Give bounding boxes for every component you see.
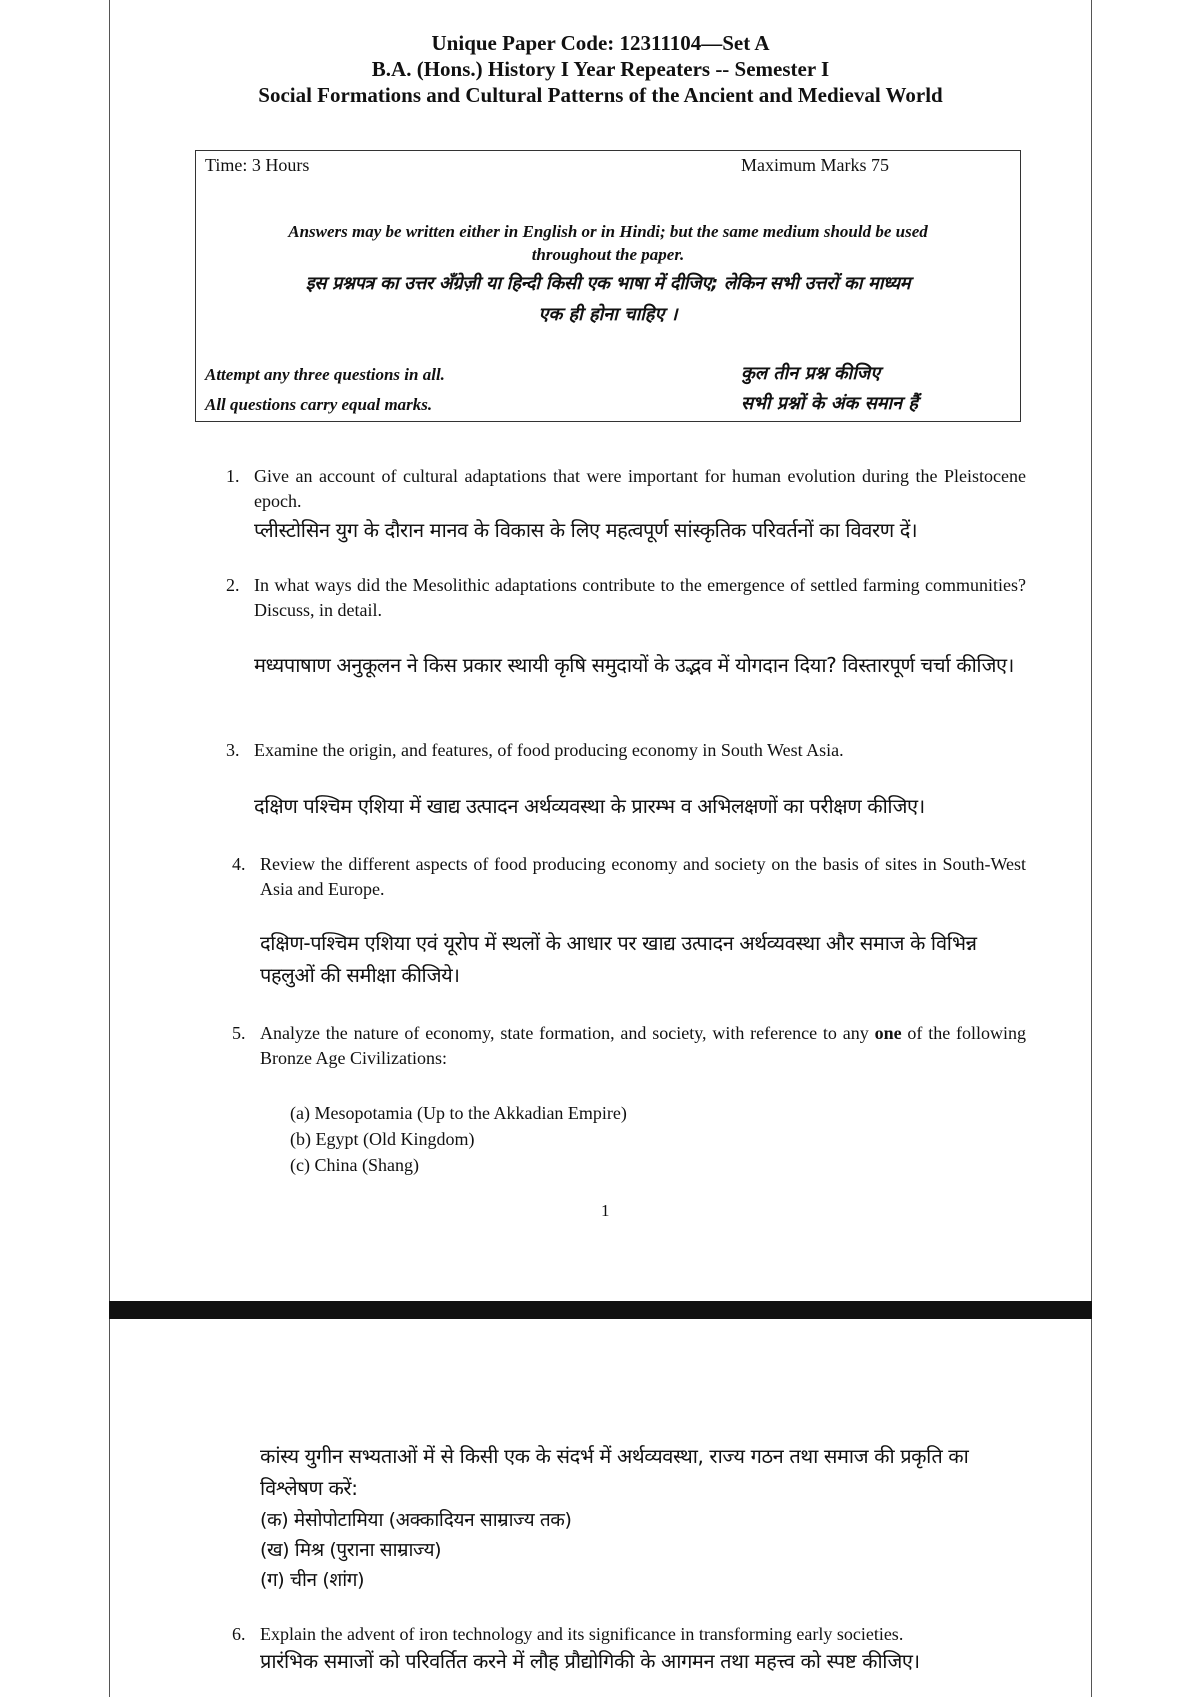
marks-instruction-en: All questions carry equal marks. [205, 395, 433, 414]
question-text-part: of the following Bronze Age Civilizations: [260, 1023, 1026, 1068]
paper-header [110, 30, 1091, 108]
paper-title: Social Formations and Cultural Patterns of the Ancient and Medieval World [258, 83, 943, 107]
course-title: B.A. (Hons.) History I Year Repeaters -- Semester I [371, 57, 830, 81]
option-a: (a) Mesopotamia (Up to the Akkadian Empire) [290, 1103, 627, 1123]
question-5 [232, 1021, 1026, 1073]
question-text-en: Give an account of cultural adaptations that were important for human evolution during the Pleistocene epoch. [254, 466, 1026, 511]
question-5-text-hi: कांस्य युगीन सभ्यताओं में से किसी एक के संदर्भ में अर्थव्यवस्था, राज्य गठन तथा समाज की प्रकृति का विश्लेषण करें: [260, 1444, 969, 1500]
time-allowed: Time: 3 Hours [205, 155, 310, 175]
page-separator [109, 1301, 1092, 1319]
question-text-en: Explain the advent of iron technology and its significance in transforming early societies. [260, 1624, 904, 1644]
question-number: 3. [226, 740, 240, 760]
question-4 [232, 852, 1026, 904]
option-ka: (क) मेसोपोटामिया (अक्कादियन साम्राज्य तक) [260, 1509, 572, 1531]
option-c: (c) China (Shang) [290, 1155, 419, 1175]
exam-page-2 [109, 1319, 1092, 1697]
attempt-instruction-hi: कुल तीन प्रश्न कीजिए [741, 363, 881, 384]
question-2-text-hi: मध्यपाषाण अनुकूलन ने किस प्रकार स्थायी कृषि समुदायों के उद्भव में योगदान दिया? विस्तारपूर्ण चर्चा कीजिए। [254, 653, 1014, 677]
question-4-text-hi: दक्षिण-पश्चिम एशिया एवं यूरोप में स्थलों के आधार पर खाद्य उत्पादन अर्थव्यवस्था और समाज के विभिन्न पहलुओं की समीक्षा कीजिये। [260, 931, 977, 987]
medium-instruction-hi-1: इस प्रश्नपत्र का उत्तर अँग्रेज़ी या हिन्दी किसी एक भाषा में दीजिए; लेकिन सभी उत्तरों का माध्यम [305, 273, 911, 294]
question-text-en: In what ways did the Mesolithic adaptations contribute to the emergence of settled farming communities? Discuss, in detail. [254, 575, 1026, 620]
question-text-part: Analyze the nature of economy, state formation, and society, with reference to any [260, 1023, 875, 1043]
question-number: 5. [232, 1023, 246, 1043]
medium-instruction-hi-2: एक ही होना चाहिए । [538, 304, 678, 325]
question-text-en [260, 1021, 1026, 1071]
paper-code: Unique Paper Code: 12311104—Set A [431, 31, 770, 55]
option-b: (b) Egypt (Old Kingdom) [290, 1129, 475, 1149]
maximum-marks: Maximum Marks 75 [741, 155, 889, 175]
exam-page-1 [109, 0, 1092, 1301]
option-ga: (ग) चीन (शांग) [260, 1569, 365, 1591]
question-2 [226, 573, 1026, 625]
question-text-en: Examine the origin, and features, of food producing economy in South West Asia. [254, 740, 844, 760]
question-1-text-hi: प्लीस्टोसिन युग के दौरान मानव के विकास के लिए महत्वपूर्ण सांस्कृतिक परिवर्तनों का विवरण दें। [254, 518, 918, 542]
medium-instruction-en-1: Answers may be written either in English or in Hindi; but the same medium should be used [288, 222, 928, 241]
instructions-box [195, 150, 1021, 422]
emphasis-one: one [874, 1023, 902, 1043]
question-3 [226, 738, 1026, 764]
attempt-instruction-en: Attempt any three questions in all. [205, 365, 445, 384]
question-number: 6. [232, 1624, 246, 1644]
question-6-text-hi: प्रारंभिक समाजों को परिवर्तित करने में लौह प्रौद्योगिकी के आगमन तथा महत्त्व को स्पष्ट कीजिए। [260, 1649, 920, 1673]
marks-instruction-hi: सभी प्रश्नों के अंक समान हैं [741, 393, 918, 414]
medium-instruction-en-2: throughout the paper. [531, 245, 685, 264]
option-kha: (ख) मिश्र (पुराना साम्राज्य) [260, 1539, 442, 1561]
question-number: 1. [226, 466, 240, 486]
question-number: 2. [226, 575, 240, 595]
question-number: 4. [232, 854, 246, 874]
page-number: 1 [601, 1201, 610, 1220]
question-1 [226, 464, 1026, 516]
question-3-text-hi: दक्षिण पश्चिम एशिया में खाद्य उत्पादन अर्थव्यवस्था के प्रारम्भ व अभिलक्षणों का परीक्षण कीजिए। [254, 794, 925, 818]
question-text-en: Review the different aspects of food producing economy and society on the basis of sites in South-West Asia and Europe. [260, 854, 1026, 899]
